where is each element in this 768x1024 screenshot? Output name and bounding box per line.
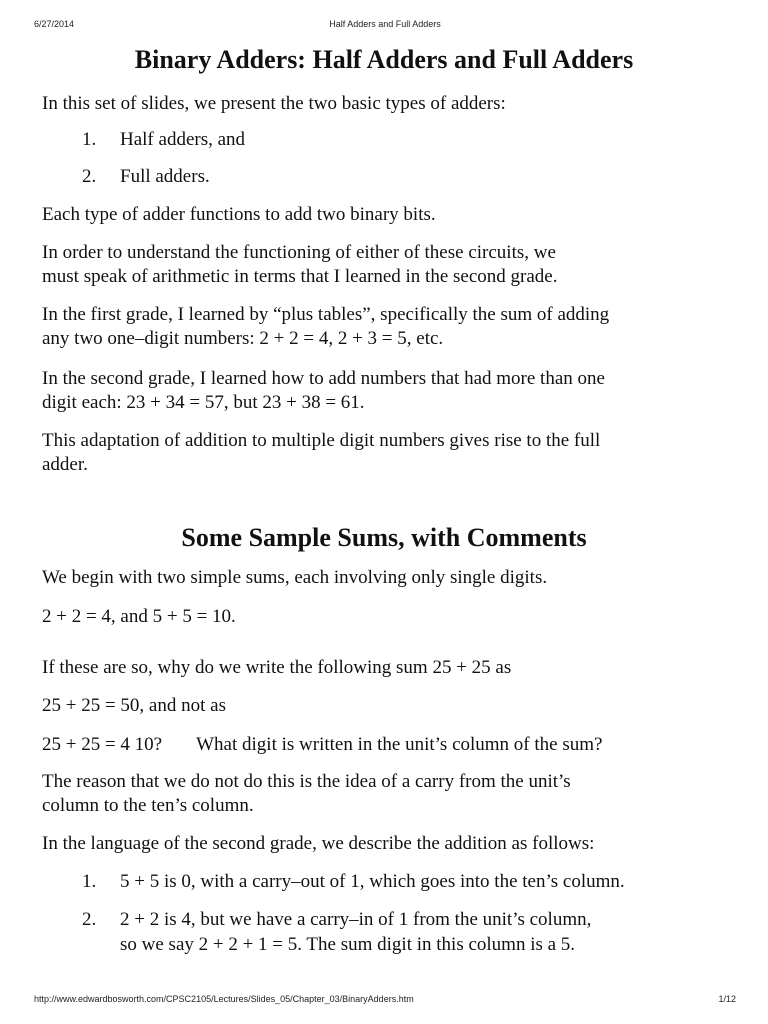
- sum-four-ten: 25 + 25 = 4 10?: [42, 734, 163, 755]
- print-date: 6/27/2014: [34, 19, 75, 29]
- paragraph-adaptation-line1: This adaptation of addition to multiple digit numbers gives rise to the full: [42, 430, 601, 451]
- list-item-carry-out: [82, 870, 625, 895]
- list-number: 2.: [82, 909, 97, 930]
- list-number: 2.: [82, 166, 97, 187]
- units-column-question: What digit is written in the unit’s column of the sum?: [196, 734, 603, 755]
- list-number: 1.: [82, 129, 97, 150]
- paragraph-second-grade-language: In the language of the second grade, we describe the addition as follows:: [42, 833, 595, 854]
- print-header: [34, 19, 736, 31]
- list-text-line1: 2 + 2 is 4, but we have a carry–in of 1 from the unit’s column,: [120, 909, 592, 930]
- paragraph-why-question: If these are so, why do we write the following sum 25 + 25 as: [42, 657, 512, 678]
- print-footer: [34, 994, 736, 1006]
- paragraph-adder-function: Each type of adder functions to add two binary bits.: [42, 204, 436, 225]
- paragraph-simple-sum-values: 2 + 2 = 4, and 5 + 5 = 10.: [42, 606, 236, 627]
- intro-text: In this set of slides, we present the two basic types of adders:: [42, 93, 506, 114]
- paragraph-second-grade-line1: In the second grade, I learned how to add numbers that had more than one: [42, 368, 605, 389]
- paragraph-carry-reason-line1: The reason that we do not do this is the idea of a carry from the unit’s: [42, 771, 571, 792]
- paragraph-understand-line1: In order to understand the functioning of either of these circuits, we: [42, 242, 556, 263]
- slide-title-binary-adders: Binary Adders: Half Adders and Full Adders: [134, 45, 634, 74]
- page-number: 1/12: [718, 994, 736, 1004]
- paragraph-sum-fifty: 25 + 25 = 50, and not as: [42, 695, 226, 716]
- list-item-carry-in: [82, 908, 591, 957]
- list-number: 1.: [82, 871, 97, 892]
- paragraph-second-grade-line2: digit each: 23 + 34 = 57, but 23 + 38 = 61.: [42, 392, 365, 413]
- list-text: [120, 908, 591, 957]
- print-title: Half Adders and Full Adders: [329, 19, 441, 29]
- paragraph-sum-four-ten: [42, 733, 602, 757]
- list-text: Full adders.: [120, 166, 210, 187]
- page-url: http://www.edwardbosworth.com/CPSC2105/Lectures/Slides_05/Chapter_03/BinaryAdders.htm: [34, 994, 414, 1004]
- list-item-full-adders: [82, 165, 210, 190]
- list-text: Half adders, and: [120, 129, 246, 150]
- paragraph-simple-sums: We begin with two simple sums, each involving only single digits.: [42, 567, 548, 588]
- list-text-line2: so we say 2 + 2 + 1 = 5. The sum digit in this column is a 5.: [120, 933, 576, 955]
- paragraph-understand-line2: must speak of arithmetic in terms that I learned in the second grade.: [42, 266, 558, 287]
- slide-title-sample-sums: Some Sample Sums, with Comments: [181, 523, 587, 552]
- paragraph-first-grade-line1: In the first grade, I learned by “plus tables”, specifically the sum of adding: [42, 304, 610, 325]
- list-text-line1: 5 + 5 is 0, with a carry–out of 1, which goes into the ten’s column.: [120, 871, 625, 892]
- list-text: [120, 870, 625, 895]
- paragraph-adaptation-line2: adder.: [42, 454, 88, 475]
- paragraph-first-grade-line2: any two one–digit numbers: 2 + 2 = 4, 2 + 3 = 5, etc.: [42, 328, 444, 349]
- paragraph-carry-reason-line2: column to the ten’s column.: [42, 795, 254, 816]
- list-item-half-adders: [82, 128, 245, 153]
